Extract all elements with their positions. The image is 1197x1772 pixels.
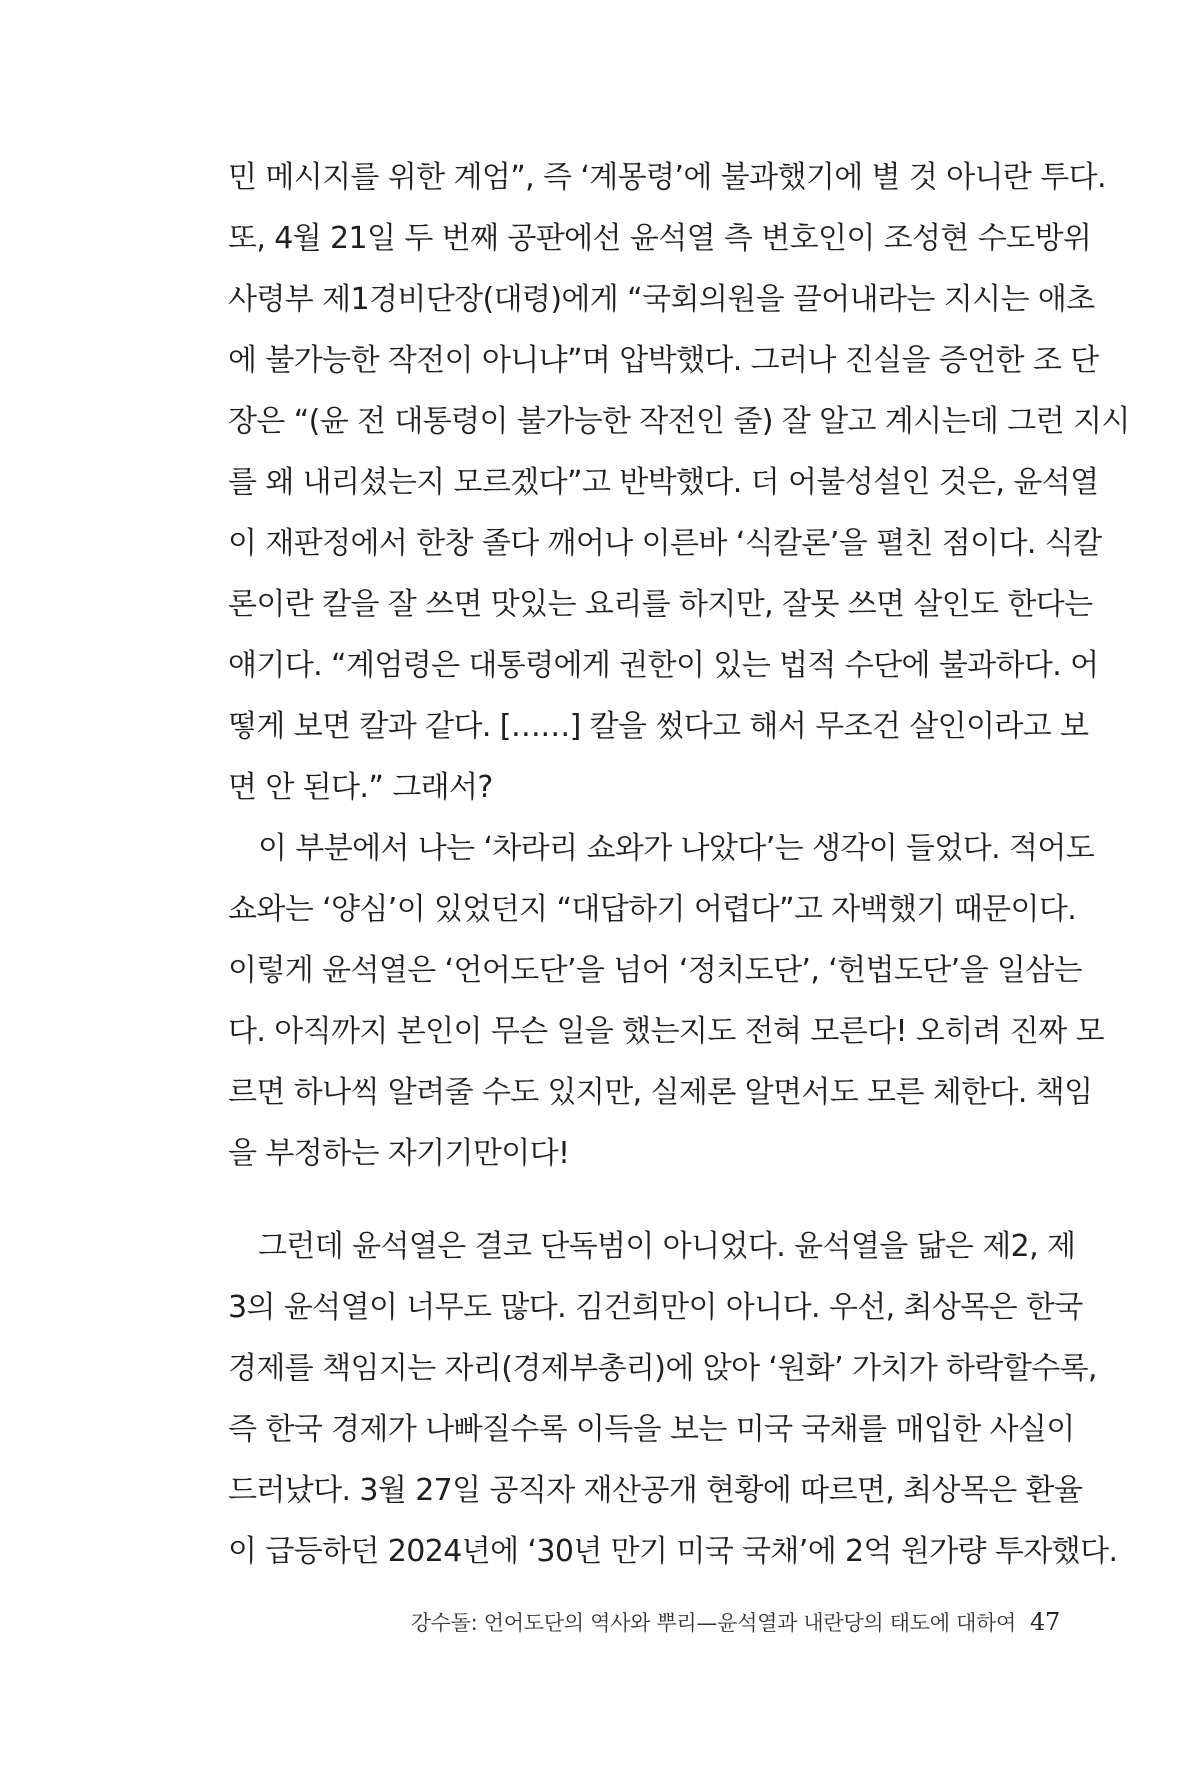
text-line: 얘기다. “계엄령은 대통령에게 권한이 있는 법적 수단에 불과하다. 어 [228,648,1099,683]
text-line: 이렇게 윤석열은 ‘언어도단’을 넘어 ‘정치도단’, ‘헌법도단’을 일삼는 [228,953,1083,988]
text-line: 사령부 제1경비단장(대령)에게 “국회의원을 끌어내라는 지시는 애초 [228,282,1095,317]
text-line: 르면 하나씩 알려줄 수도 있지만, 실제론 알면서도 모른 체한다. 책임 [228,1075,1093,1110]
text-line: 또, 4월 21일 두 번째 공판에선 윤석열 측 변호인이 조성현 수도방위 [228,221,1092,256]
text-line: 그런데 윤석열은 결코 단독범이 아니었다. 윤석열을 닮은 제2, 제 [258,1229,1076,1264]
text-line: 민 메시지를 위한 계엄”, 즉 ‘계몽령’에 불과했기에 별 것 아니란 투다. [228,160,1106,195]
text-line: 이 급등하던 2024년에 ‘30년 만기 미국 국채’에 2억 원가량 투자했다. [228,1534,1118,1569]
text-line: 에 불가능한 작전이 아니냐”며 압박했다. 그러나 진실을 증언한 조 단 [228,343,1099,378]
page-number: 47 [1030,1608,1060,1636]
text-line: 드러났다. 3월 27일 공직자 재산공개 현황에 따르면, 최상목은 환율 [228,1473,1083,1508]
text-line: 쇼와는 ‘양심’이 있었던지 “대답하기 어렵다”고 자백했기 때문이다. [228,892,1077,927]
text-line: 을 부정하는 자기기만이다! [228,1136,570,1171]
text-line: 이 재판정에서 한창 졸다 깨어나 이른바 ‘식칼론’을 펼친 점이다. 식칼 [228,526,1102,561]
text-line: 즉 한국 경제가 나빠질수록 이득을 보는 미국 국채를 매입한 사실이 [228,1412,1075,1447]
text-line: 다. 아직까지 본인이 무슨 일을 했는지도 전혀 모른다! 오히려 진짜 모 [228,1014,1104,1049]
text-line: 를 왜 내리셨는지 모르겠다”고 반박했다. 더 어불성설인 것은, 윤석열 [228,465,1099,500]
text-line: 3의 윤석열이 너무도 많다. 김건희만이 아니다. 우선, 최상목은 한국 [228,1290,1083,1325]
text-line: 면 안 된다.” 그래서? [228,770,493,805]
running-title: 강수돌: 언어도단의 역사와 뿌리—윤석열과 내란당의 태도에 대하여 [410,1611,1017,1635]
text-line: 론이란 칼을 잘 쓰면 맛있는 요리를 하지만, 잘못 쓰면 살인도 한다는 [228,587,1093,622]
text-line: 떻게 보면 칼과 같다. [……] 칼을 썼다고 해서 무조건 살인이라고 보 [228,709,1089,744]
page-footer [411,1607,1060,1637]
text-line: 장은 “(윤 전 대통령이 불가능한 작전인 줄) 잘 알고 계시는데 그런 지시 [228,404,1130,439]
text-line: 이 부분에서 나는 ‘차라리 쇼와가 나았다’는 생각이 들었다. 적어도 [258,831,1095,866]
text-line: 경제를 책임지는 자리(경제부총리)에 앉아 ‘원화’ 가치가 하락할수록, [228,1351,1097,1386]
